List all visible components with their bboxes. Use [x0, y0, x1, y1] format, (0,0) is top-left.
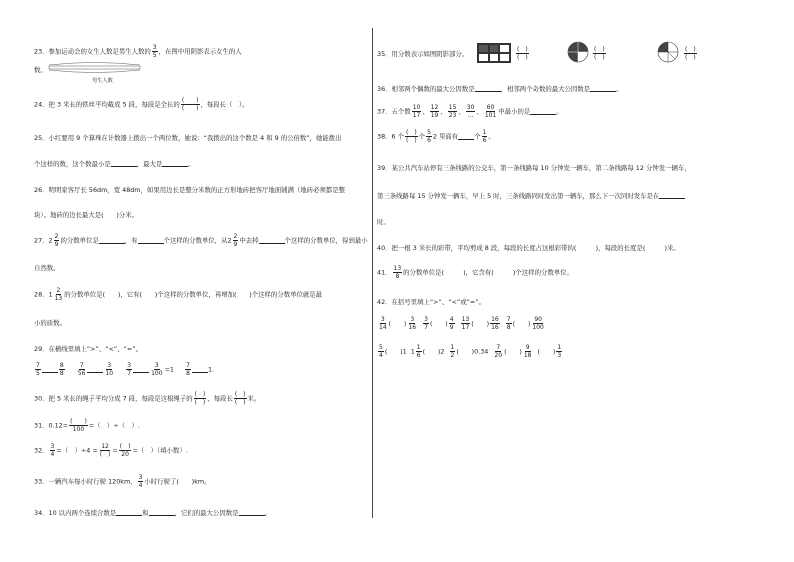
q35-sector-figure — [657, 41, 679, 63]
question-23: 23．参加运动会的女生人数是男生人数的 $\frac{3}{5}$ ，在图中用阴影表示女生的人 — [34, 44, 242, 59]
answer-blank[interactable] — [111, 166, 137, 167]
question-27: 27．2 $\frac{2}{9}$ 的分数单位是 ，有 个这样的分数单位，从2 $\frac{2}{9}$ 中去掉 个这样的分数单位，得到最小 — [34, 233, 368, 248]
question-25-line2: 个这样的数，这个数最小是 ，最大是 。 — [34, 160, 195, 168]
question-40: 40．把一根 3 米长的彩带，平均剪成 8 段，每段的长度占这根彩带的( )，每段的长度是( )米。 — [377, 244, 680, 252]
question-28-line2: 小的质数。 — [34, 319, 66, 327]
answer-blank[interactable] — [87, 372, 103, 373]
question-28: 28．1 $\frac{2}{13}$ 的分数单位是( )，它有( )个这样的分数单位，再增加( )个这样的分数单位就是最 — [34, 287, 323, 302]
question-26-line2: 块）。地砖的边长最大是( )分米。 — [34, 211, 139, 219]
q35-answer-3: $\frac{( )}{( )}$ — [685, 46, 696, 61]
question-35: 35．用分数表示如图阴影部分。 — [377, 50, 469, 58]
answer-blank[interactable] — [116, 515, 142, 516]
answer-blank[interactable] — [133, 372, 149, 373]
column-divider — [372, 28, 373, 518]
q35-circle-figure — [567, 41, 589, 63]
q35-answer-1: $\frac{( )}{( )}$ — [517, 46, 528, 61]
q35-answer-2: $\frac{( )}{( )}$ — [594, 46, 605, 61]
question-42: 42．在括号里填上“>”、“<”或“=”。 — [377, 298, 485, 306]
q23-caption: 男生人数 — [92, 78, 113, 84]
q35-grid-figure — [477, 43, 511, 63]
question-41: 41． $\frac{13}{8}$ 的分数单位是( )，它含有( )个这样的分数单位。 — [377, 265, 573, 280]
question-42-row2: $\frac{5}{4}$ ( )1 1 $\frac{1}{6}$ ( )2 $\frac{1}{2}$ ( )0.34 $\frac{7}{20}$ ( ) $\frac{9}{18}$ ( ) $\frac{1}{3}$ — [379, 344, 562, 359]
answer-blank[interactable] — [162, 166, 188, 167]
question-24: 24．把 3 米长的铁丝平均截成 5 段，每段是全长的 $\frac{( )}{( )}$ ，每段长（ ）。 — [34, 97, 249, 112]
question-34: 34．10 以内两个连续合数是 和 ，它们的最大公因数是 。 — [34, 509, 271, 517]
question-29: 29．在横线里填上“>”、“<”、“=”。 — [34, 345, 142, 353]
question-27-line2: 自然数。 — [34, 264, 60, 272]
question-26: 26．明明家客厅长 56dm，宽 48dm，如果用边长是整分米数的正方形地砖把客厅地面铺满（地砖必须都是整 — [34, 186, 346, 194]
question-39-line2: 第三条线路每 15 分钟发一辆车，早上 5 时，三条线路同时发出第一辆车，那么下一次同时发车是在 — [377, 192, 685, 200]
answer-blank[interactable] — [458, 139, 474, 140]
question-23-line2: 数。 — [34, 66, 47, 74]
answer-blank[interactable] — [530, 114, 556, 115]
question-30: 30．把 5 米长的绳子平均分成 7 段，每段是这根绳子的 $\frac{( )}{( )}$ ，每段长 $\frac{( )}{( )}$ 米。 — [34, 391, 261, 406]
question-36: 36．相邻两个偶数的最大公因数是 ，相邻两个奇数的最大公因数是 。 — [377, 85, 623, 93]
answer-blank[interactable] — [659, 198, 685, 199]
answer-blank[interactable] — [138, 243, 164, 244]
question-37: 37．五个数 $\frac{10}{17}$ 、 $\frac{12}{19}$ 、 $\frac{15}{23}$ 、 $\frac{30}{\dots}$ 、 $\frac{60}{101}$ 中最小的是 。 — [377, 104, 563, 119]
question-31: 31．0.12= $\frac{( )}{100}$ =（ ）÷（ ）. — [34, 418, 140, 433]
answer-blank[interactable] — [42, 372, 58, 373]
answer-blank[interactable] — [590, 91, 616, 92]
question-38: 38．6 个 $\frac{( )}{( )}$ 个 $\frac{5}{6}$ 2 里面有 个 $\frac{1}{6}$ 。 — [377, 129, 495, 144]
question-39-line3: 时。 — [377, 218, 390, 226]
answer-blank[interactable] — [475, 91, 501, 92]
question-25: 25．小红要用 9 个算珠在计数器上拨出一个两位数，她说：“我拨出的这个数是 4 和 9 的公倍数”，她能拨出 — [34, 134, 342, 142]
answer-blank[interactable] — [259, 243, 285, 244]
question-42-row1: $\frac{3}{14}$ ( ) $\frac{3}{16}$ $\frac{3}{7}$ ( ) $\frac{4}{9}$ $\frac{13}{17}$ ( ) $\frac{16}{16}$ $\frac{7}{8}$ ( ) $\frac{90}{100}$ — [379, 316, 544, 331]
question-29-items: $\frac{7}{5}$ $\frac{8}{8}$ $\frac{7}{56}$ $\frac{3}{10}$ $\frac{3}{7}$ $\frac{3}{100}$ =1 $\frac{7}{8}$ 1. — [36, 362, 215, 377]
answer-blank[interactable] — [149, 515, 175, 516]
question-39: 39．某公共汽车站停有三条线路的公交车，第一条线路每 10 分钟发一辆车，第二条线路每 12 分钟发一辆车， — [377, 164, 691, 172]
answer-blank[interactable] — [239, 515, 265, 516]
answer-blank[interactable] — [192, 372, 208, 373]
answer-blank[interactable] — [99, 243, 125, 244]
question-32: 32． $\frac{3}{4}$ =（ ）÷4 = $\frac{12}{( )}$ = $\frac{( )}{20}$ =（ ）（填小数）. — [34, 443, 188, 458]
q23-bar-diagram — [46, 60, 146, 78]
question-33: 33．一辆汽车每小时行驶 120km， $\frac{3}{4}$ 小时行驶了( )km。 — [34, 474, 211, 489]
